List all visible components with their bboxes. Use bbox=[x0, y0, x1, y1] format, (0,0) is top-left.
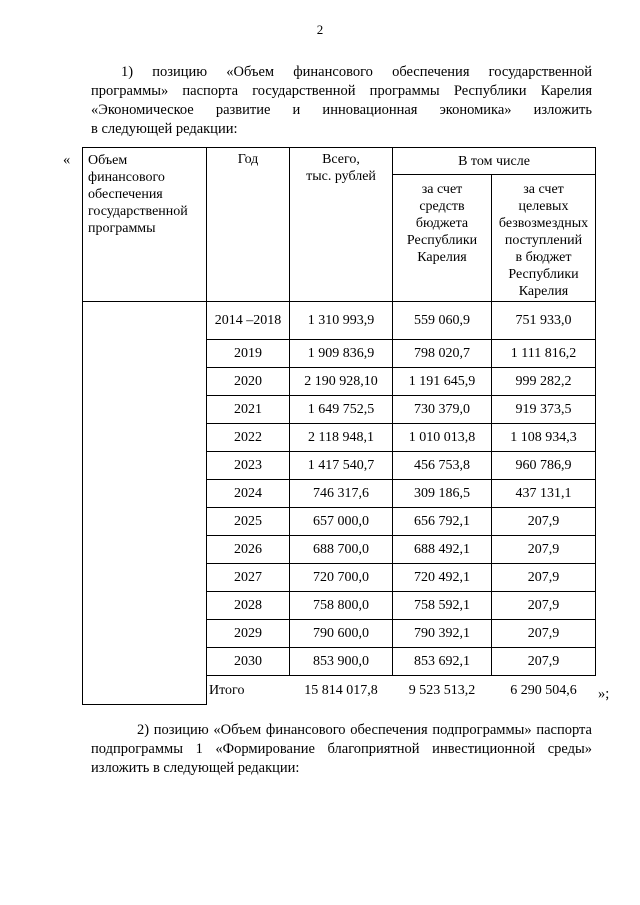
cell-year: 2022 bbox=[207, 424, 290, 452]
cell-grants: 999 282,2 bbox=[492, 368, 596, 396]
table-body bbox=[83, 302, 596, 705]
header-line: безвозмездных bbox=[498, 216, 589, 231]
cell-budget: 559 060,9 bbox=[393, 302, 492, 340]
label-line: обеспечения bbox=[88, 187, 163, 202]
cell-budget: 720 492,1 bbox=[393, 564, 492, 592]
label-line: программы bbox=[88, 221, 156, 236]
cell-grants: 1 111 816,2 bbox=[492, 340, 596, 368]
label-line: Объем bbox=[88, 153, 128, 168]
cell-budget: 798 020,7 bbox=[393, 340, 492, 368]
cell-grants: 207,9 bbox=[492, 508, 596, 536]
cell-year: 2020 bbox=[207, 368, 290, 396]
total-value: 15 814 017,8 bbox=[304, 682, 378, 698]
label-line: финансового bbox=[88, 170, 165, 185]
header-line: Республики bbox=[508, 267, 579, 282]
header-line: поступлений bbox=[504, 233, 583, 248]
cell-year: 2025 bbox=[207, 508, 290, 536]
financing-table bbox=[82, 147, 596, 705]
table-row bbox=[83, 302, 596, 340]
paragraph-2 bbox=[91, 721, 592, 778]
paragraph-1-line: программы» паспорта государственной программы Республики Карелия bbox=[91, 83, 592, 99]
cell-budget: 1 010 013,8 bbox=[393, 424, 492, 452]
closing-quote: »; bbox=[598, 686, 610, 702]
header-line: бюджета bbox=[415, 216, 469, 231]
label-line: государственной bbox=[88, 204, 188, 219]
cell-grants: 960 786,9 bbox=[492, 452, 596, 480]
cell-budget: 790 392,1 bbox=[393, 620, 492, 648]
first-column-label bbox=[83, 148, 207, 302]
cell-grants: 1 108 934,3 bbox=[492, 424, 596, 452]
cell-budget: 309 186,5 bbox=[393, 480, 492, 508]
cell-grants: 207,9 bbox=[492, 536, 596, 564]
cell-budget: 758 592,1 bbox=[393, 592, 492, 620]
header-line: за счет bbox=[421, 182, 463, 197]
cell-total: 1 649 752,5 bbox=[290, 396, 393, 424]
cell-year: 2028 bbox=[207, 592, 290, 620]
header-line: Карелия bbox=[518, 284, 569, 299]
cell-year: 2030 bbox=[207, 648, 290, 676]
cell-year: 2019 bbox=[207, 340, 290, 368]
cell-year: 2021 bbox=[207, 396, 290, 424]
cell-total: 1 310 993,9 bbox=[290, 302, 393, 340]
cell-total: 790 600,0 bbox=[290, 620, 393, 648]
cell-grants: 437 131,1 bbox=[492, 480, 596, 508]
paragraph-1-line: в следующей редакции: bbox=[91, 121, 238, 137]
cell-grants: 919 373,5 bbox=[492, 396, 596, 424]
header-line: Карелия bbox=[417, 250, 467, 265]
cell-year: 2014 –2018 bbox=[207, 302, 290, 340]
header-year: Год bbox=[207, 148, 290, 302]
first-column-spacer bbox=[83, 302, 207, 705]
cell-total: 1 417 540,7 bbox=[290, 452, 393, 480]
paragraph-2-line: изложить в следующей редакции: bbox=[91, 760, 300, 776]
paragraph-1-line: 1) позицию «Объем финансового обеспечения государственной bbox=[121, 64, 592, 80]
total-label: Итого bbox=[209, 682, 245, 698]
cell-budget: 688 492,1 bbox=[393, 536, 492, 564]
header-line: Республики bbox=[406, 233, 478, 248]
header-line: средств bbox=[419, 199, 465, 214]
cell-total: 2 190 928,10 bbox=[290, 368, 393, 396]
header-line: тыс. рублей bbox=[306, 169, 376, 184]
cell-year: 2029 bbox=[207, 620, 290, 648]
cell-budget: 730 379,0 bbox=[393, 396, 492, 424]
cell-budget: 656 792,1 bbox=[393, 508, 492, 536]
opening-quote: « bbox=[63, 152, 71, 168]
header-line: в бюджет bbox=[515, 250, 572, 265]
header-line: за счет bbox=[523, 182, 564, 197]
header-total bbox=[290, 148, 393, 302]
header-line: Всего, bbox=[322, 152, 360, 167]
cell-grants: 207,9 bbox=[492, 648, 596, 676]
cell-budget: 853 692,1 bbox=[393, 648, 492, 676]
cell-year: 2024 bbox=[207, 480, 290, 508]
cell-total: 853 900,0 bbox=[290, 648, 393, 676]
paragraph-2-line: 2) позицию «Объем финансового обеспечения подпрограммы» паспорта bbox=[137, 722, 592, 738]
header-including: В том числе bbox=[393, 148, 596, 175]
cell-grants: 751 933,0 bbox=[492, 302, 596, 340]
cell-total: 720 700,0 bbox=[290, 564, 393, 592]
paragraph-1 bbox=[91, 63, 592, 139]
cell-year: 2026 bbox=[207, 536, 290, 564]
cell-budget: 456 753,8 bbox=[393, 452, 492, 480]
header-line: целевых bbox=[518, 199, 569, 214]
cell-year: 2027 bbox=[207, 564, 290, 592]
page-number: 2 bbox=[316, 22, 324, 37]
cell-grants: 207,9 bbox=[492, 620, 596, 648]
cell-total: 758 800,0 bbox=[290, 592, 393, 620]
total-grants: 6 290 504,6 bbox=[510, 682, 577, 698]
cell-total: 746 317,6 bbox=[290, 480, 393, 508]
header-budget bbox=[393, 175, 492, 302]
cell-year: 2023 bbox=[207, 452, 290, 480]
cell-grants: 207,9 bbox=[492, 564, 596, 592]
cell-total: 688 700,0 bbox=[290, 536, 393, 564]
cell-total: 657 000,0 bbox=[290, 508, 393, 536]
cell-grants: 207,9 bbox=[492, 592, 596, 620]
total-budget: 9 523 513,2 bbox=[408, 682, 476, 698]
cell-total: 1 909 836,9 bbox=[290, 340, 393, 368]
cell-budget: 1 191 645,9 bbox=[393, 368, 492, 396]
header-grants bbox=[492, 175, 596, 302]
paragraph-2-line: подпрограммы 1 «Формирование благоприятной инвестиционной среды» bbox=[91, 741, 592, 757]
cell-total: 2 118 948,1 bbox=[290, 424, 393, 452]
paragraph-1-line: «Экономическое развитие и инновационная экономика» изложить bbox=[91, 102, 592, 118]
